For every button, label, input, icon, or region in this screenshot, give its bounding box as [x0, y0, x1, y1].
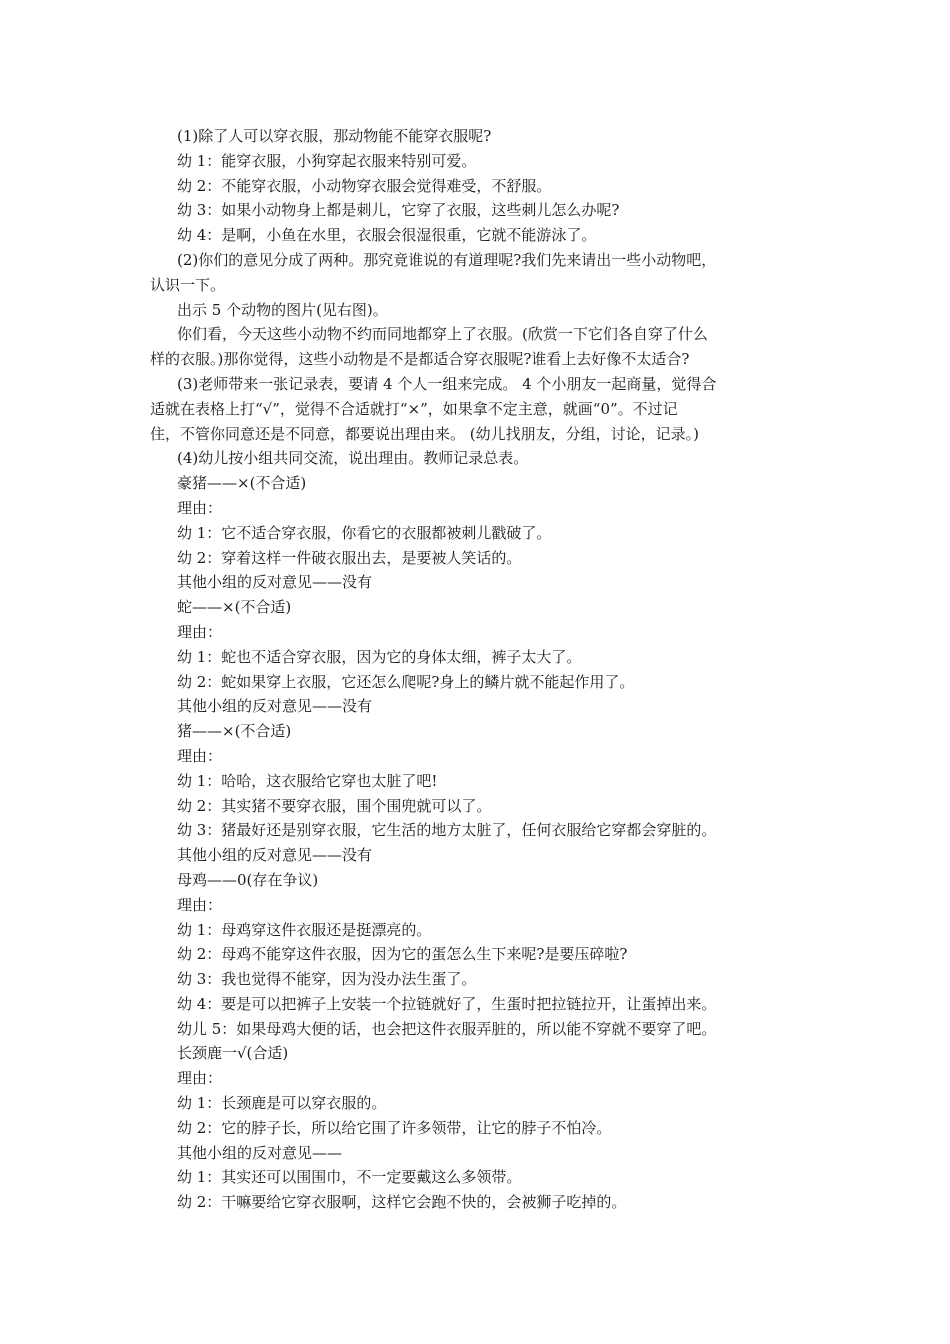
text-line: 豪猪——×(不合适)	[177, 474, 307, 493]
text-line: 幼 2：干嘛要给它穿衣服啊，这样它会跑不快的，会被狮子吃掉的。	[177, 1193, 627, 1212]
text-line: 理由：	[177, 746, 223, 765]
text-line: 幼 1：蛇也不适合穿衣服，因为它的身体太细，裤子太大了。	[177, 647, 582, 666]
text-line: 其他小组的反对意见——	[177, 1143, 343, 1162]
text-line: (3)老师带来一张记录表，要请 4 个人一组来完成。 4 个小朋友一起商量，觉得合	[177, 374, 717, 393]
text-line: 幼 1：其实还可以围围巾，不一定要戴这么多领带。	[177, 1168, 522, 1187]
text-line: 幼 4：要是可以把裤子上安装一个拉链就好了，生蛋时把拉链拉开，让蛋掉出来。	[177, 994, 717, 1013]
text-line-continuation: 住，不管你同意还是不同意，都要说出理由来。 (幼儿找朋友，分组，讨论，记录。)	[150, 424, 699, 443]
text-line: 幼 3：我也觉得不能穿，因为没办法生蛋了。	[177, 970, 477, 989]
text-line: 幼 1：它不适合穿衣服，你看它的衣服都被刺儿戳破了。	[177, 523, 552, 542]
text-line: 幼儿 5：如果母鸡大便的话，也会把这件衣服弄脏的，所以能不穿就不要穿了吧。	[177, 1019, 717, 1038]
text-line: 母鸡——0(存在争议)	[177, 870, 319, 889]
document-body	[150, 124, 827, 1215]
text-line: 理由：	[177, 622, 223, 641]
text-line: 蛇——×(不合适)	[177, 598, 292, 617]
text-line: 猪——×(不合适)	[177, 722, 292, 741]
text-line: 幼 1：长颈鹿是可以穿衣服的。	[177, 1094, 387, 1113]
text-line-continuation: 认识一下。	[150, 275, 226, 294]
text-line: 理由：	[177, 1069, 223, 1088]
text-line: 其他小组的反对意见——没有	[177, 697, 373, 716]
text-line: 幼 2：不能穿衣服，小动物穿衣服会觉得难受，不舒服。	[177, 176, 552, 195]
text-line: (2)你们的意见分成了两种。那究竟谁说的有道理呢?我们先来请出一些小动物吧，	[177, 250, 717, 269]
text-line: 幼 2：它的脖子长，所以给它围了许多领带，让它的脖子不怕冷。	[177, 1118, 612, 1137]
text-line: (1)除了人可以穿衣服，那动物能不能穿衣服呢?	[177, 127, 492, 145]
text-line-continuation: 适就在表格上打“√”，觉得不合适就打“×”，如果拿不定主意，就画“0”。不过记	[150, 399, 678, 418]
text-line: 其他小组的反对意见——没有	[177, 846, 373, 865]
text-line: 幼 2：蛇如果穿上衣服，它还怎么爬呢?身上的鳞片就不能起作用了。	[177, 672, 635, 691]
text-line: 出示 5 个动物的图片(见右图)。	[177, 300, 388, 319]
text-line: 幼 2：穿着这样一件破衣服出去，是要被人笑话的。	[177, 548, 522, 567]
text-line: 幼 3：猪最好还是别穿衣服，它生活的地方太脏了，任何衣服给它穿都会穿脏的。	[177, 821, 717, 840]
text-line: 长颈鹿一√(合适)	[177, 1044, 289, 1063]
text-line: 幼 1：哈哈，这衣服给它穿也太脏了吧!	[177, 771, 438, 790]
text-line: 理由：	[177, 498, 223, 517]
text-line: 幼 1：能穿衣服，小狗穿起衣服来特别可爱。	[177, 151, 477, 170]
text-line: 其他小组的反对意见——没有	[177, 573, 373, 592]
text-line: 幼 4：是啊，小鱼在水里，衣服会很湿很重，它就不能游泳了。	[177, 226, 597, 245]
text-line: 理由：	[177, 895, 223, 914]
text-line: 幼 3：如果小动物身上都是刺儿，它穿了衣服，这些刺儿怎么办呢?	[177, 201, 620, 220]
text-line: 幼 2：母鸡不能穿这件衣服，因为它的蛋怎么生下来呢?是要压碎啦?	[177, 945, 628, 964]
text-line: 你们看，今天这些小动物不约而同地都穿上了衣服。(欣赏一下它们各自穿了什么	[177, 325, 708, 344]
text-line: (4)幼儿按小组共同交流，说出理由。教师记录总表。	[177, 449, 529, 468]
text-line-continuation: 样的衣服。)那你觉得，这些小动物是不是都适合穿衣服呢?谁看上去好像不太适合?	[150, 350, 690, 369]
text-line: 幼 2：其实猪不要穿衣服，围个围兜就可以了。	[177, 796, 492, 815]
text-line: 幼 1：母鸡穿这件衣服还是挺漂亮的。	[177, 920, 432, 939]
